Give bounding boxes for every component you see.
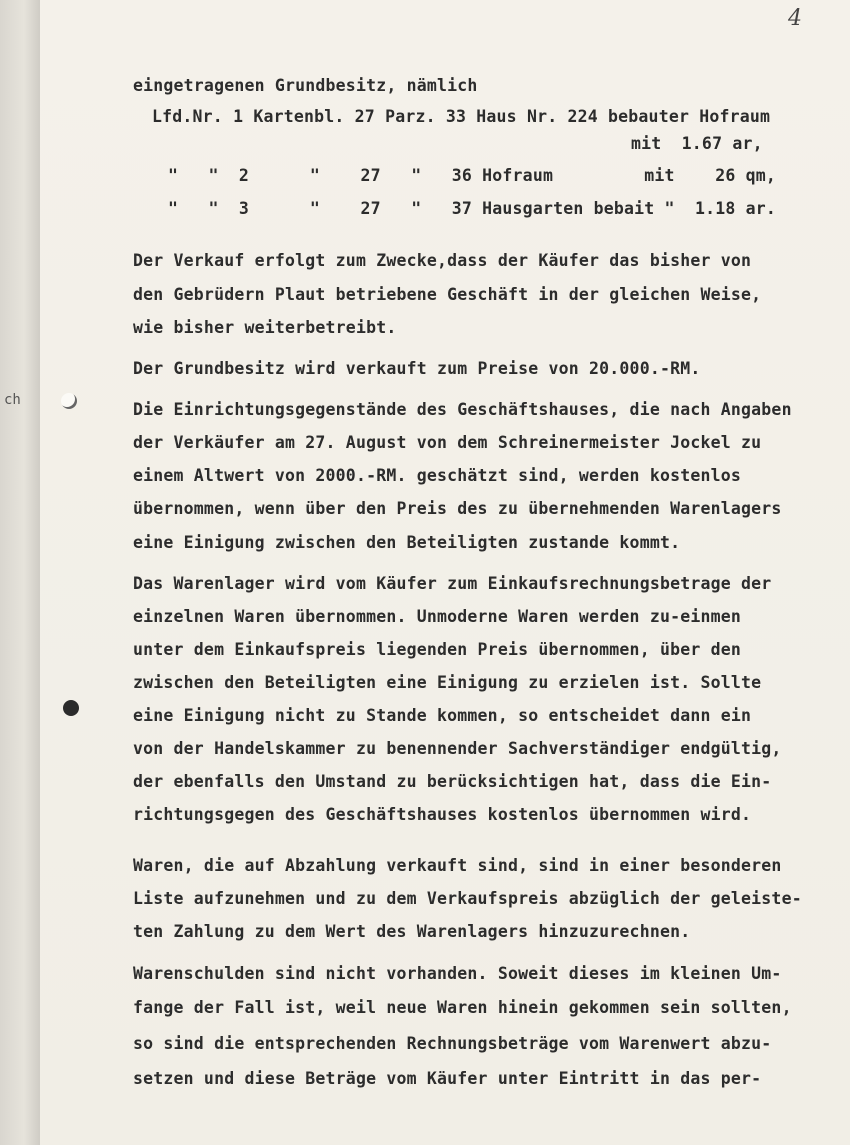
margin-mark: ch [4, 392, 21, 408]
text-line: " " 3 " 27 " 37 Hausgarten bebait " 1.18 ar. [168, 199, 777, 218]
text-line: Die Einrichtungsgegenstände des Geschäftshauses, die nach Angaben [133, 400, 792, 419]
text-line: ten Zahlung zu dem Wert des Warenlagers hinzuzurechnen. [133, 922, 691, 941]
text-line: richtungsgegen des Geschäftshauses kostenlos übernommen wird. [133, 805, 752, 824]
text-line: wie bisher weiterbetreibt. [133, 318, 397, 337]
text-line: der ebenfalls den Umstand zu berücksichtigen hat, dass die Ein- [133, 772, 772, 791]
text-line: fange der Fall ist, weil neue Waren hinein gekommen sein sollten, [133, 998, 792, 1017]
text-line: eine Einigung nicht zu Stande kommen, so entscheidet dann ein [133, 706, 752, 725]
text-line: von der Handelskammer zu benennender Sachverständiger endgültig, [133, 739, 782, 758]
text-line: Der Verkauf erfolgt zum Zwecke,dass der Käufer das bisher von [133, 251, 752, 270]
text-line: übernommen, wenn über den Preis des zu übernehmenden Warenlagers [133, 499, 782, 518]
left-binding-strip [0, 0, 41, 1145]
text-line: setzen und diese Beträge vom Käufer unter Eintritt in das per- [133, 1069, 762, 1088]
text-line: " " 2 " 27 " 36 Hofraum mit 26 qm, [168, 166, 777, 185]
punch-hole-lower [63, 700, 79, 716]
text-line: unter dem Einkaufspreis liegenden Preis übernommen, über den [133, 640, 742, 659]
text-line: Liste aufzunehmen und zu dem Verkaufspreis abzüglich der geleiste- [133, 889, 802, 908]
text-line: der Verkäufer am 27. August von dem Schreinermeister Jockel zu [133, 433, 762, 452]
text-line: eine Einigung zwischen den Beteiligten zustande kommt. [133, 533, 681, 552]
text-line: Der Grundbesitz wird verkauft zum Preise von 20.000.-RM. [133, 359, 701, 378]
punch-hole-upper [61, 393, 77, 409]
text-line: eingetragenen Grundbesitz, nämlich [133, 76, 478, 95]
text-line: Lfd.Nr. 1 Kartenbl. 27 Parz. 33 Haus Nr. 224 bebauter Hofraum [152, 107, 771, 126]
text-line: Waren, die auf Abzahlung verkauft sind, sind in einer besonderen [133, 856, 782, 875]
text-line: den Gebrüdern Plaut betriebene Geschäft in der gleichen Weise, [133, 285, 762, 304]
text-line: Das Warenlager wird vom Käufer zum Einkaufsrechnungsbetrage der [133, 574, 772, 593]
text-line: mit 1.67 ar, [631, 134, 763, 153]
text-line: einzelnen Waren übernommen. Unmoderne Waren werden zu-einmen [133, 607, 742, 626]
text-line: zwischen den Beteiligten eine Einigung zu erzielen ist. Sollte [133, 673, 762, 692]
text-line: Warenschulden sind nicht vorhanden. Soweit dieses im kleinen Um- [133, 964, 782, 983]
page-number: 4 [788, 6, 802, 31]
text-line: so sind die entsprechenden Rechnungsbeträge vom Warenwert abzu- [133, 1034, 772, 1053]
text-line: einem Altwert von 2000.-RM. geschätzt sind, werden kostenlos [133, 466, 742, 485]
